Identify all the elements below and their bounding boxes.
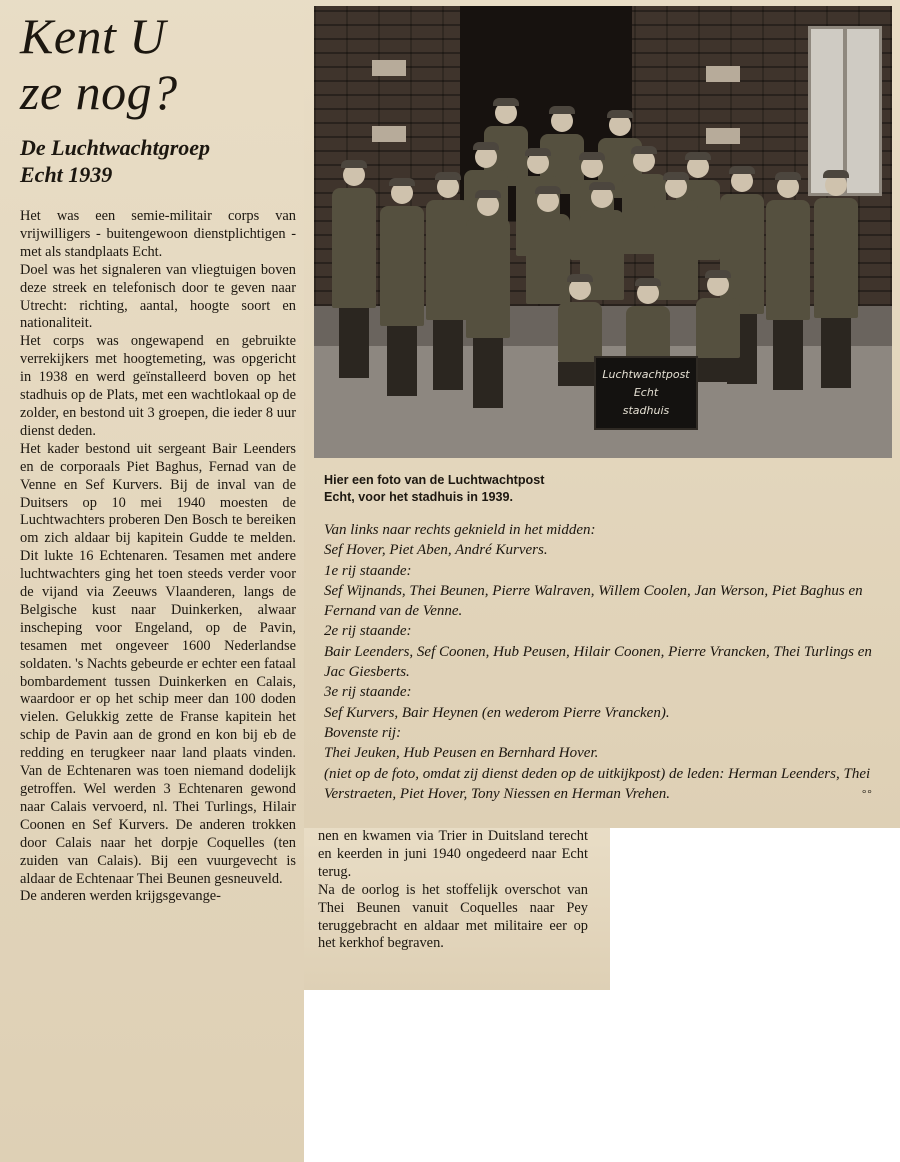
names-row1: Sef Wijnands, Thei Beunen, Pierre Walraven, Willem Coolen, Jan Werson, Piet Baghus en Fernand van de Venne.: [324, 582, 863, 620]
sign-line: Luchtwachtpost: [602, 368, 690, 381]
soldier: [380, 182, 424, 396]
headline-line-2: ze nog?: [20, 64, 178, 120]
wall-plaque: [706, 66, 740, 82]
wall-plaque: [706, 128, 740, 144]
article-column-1: [20, 208, 296, 906]
headline-line-1: Kent U: [20, 8, 167, 64]
wall-plaque: [372, 60, 406, 76]
names-kneeling: Sef Hover, Piet Aben, André Kurvers.: [324, 542, 548, 559]
group-photo: [314, 6, 892, 458]
subheadline-line-2: Echt 1939: [20, 162, 113, 187]
names-top-label: Bovenste rij:: [324, 724, 402, 741]
soldier: [332, 164, 376, 378]
names-row1-label: 1e rij staande:: [324, 562, 412, 579]
caption-line-2: Echt, voor het stadhuis in 1939.: [324, 490, 513, 504]
names-row2: Bair Leenders, Sef Coonen, Hub Peusen, Hilair Coonen, Pierre Vrancken, Thei Turlings en Jac Giesberts.: [324, 643, 872, 681]
article-column-2: [318, 828, 588, 953]
wall-plaque: [372, 126, 406, 142]
soldier-kneeling: [696, 274, 740, 382]
article-paragraph: Na de oorlog is het stoffelijk overschot van Thei Beunen vanuit Coquelles naar Pey teruggebracht en aldaar met militaire eer op het kerkhof begraven.: [318, 881, 588, 952]
names-absent: (niet op de foto, omdat zij dienst deden op de uitkijkpost) de leden: Herman Leenders, Thei Verstraeten, Piet Hover, Tony Niessen en Herman Vrehen.: [324, 765, 871, 802]
chalkboard-sign: [594, 356, 698, 430]
sign-line: stadhuis: [622, 404, 670, 417]
names-row2-label: 2e rij staande:: [324, 623, 412, 640]
end-mark: °°: [862, 788, 873, 800]
soldier: [766, 176, 810, 390]
article-paragraph: Het was een semie-militair corps van vrijwilligers - buitengewoon dienstplichtigen - met als standplaats Echt.: [20, 208, 296, 260]
soldier: [814, 174, 858, 388]
names-row3: Sef Kurvers, Bair Heynen (en wederom Pierre Vrancken).: [324, 704, 670, 721]
names-top: Thei Jeuken, Hub Peusen en Bernhard Hover.: [324, 745, 599, 762]
sign-line: Echt: [633, 386, 659, 399]
article-paragraph: Het corps was ongewapend en gebruikte verrekijkers met hoogtemeting, was opgericht in 1938 en werd geïnstalleerd boven op het stadhuis op de Plats, met een wachtlokaal op de zolder, en bestond uit 3 groepen, die ieder 8 uur dienst deden.: [20, 333, 296, 439]
photo-caption: [324, 472, 884, 506]
article-paragraph-break: De anderen werden krijgsgevange-: [20, 888, 221, 905]
names-list: [324, 520, 884, 804]
subheadline-line-1: De Luchtwachtgroep: [20, 135, 211, 160]
soldier: [466, 194, 510, 408]
soldier: [426, 176, 470, 390]
headline: [20, 8, 290, 120]
names-intro: Van links naar rechts geknield in het midden:: [324, 522, 596, 538]
article-paragraph: Doel was het signaleren van vliegtuigen boven deze streek en telefonisch door te geven naar Utrecht: richting, aantal, hoogte soort en nationaliteit.: [20, 261, 296, 332]
subheadline: [20, 134, 290, 188]
article-paragraph-continued: nen en kwamen via Trier in Duitsland terecht en keerden in juni 1940 ongedeerd naar Echt terug.: [318, 828, 588, 880]
names-row3-label: 3e rij staande:: [324, 684, 412, 701]
caption-line-1: Hier een foto van de Luchtwachtpost: [324, 473, 545, 487]
article-paragraph: Het kader bestond uit sergeant Bair Leenders en de corporaals Piet Baghus, Fernad van de Venne en Sef Kurvers. Bij de inval van de Duitsers op 10 mei 1940 moesten de Luchtwachters proberen Den Bosch te bereiken om zich aldaar bij kapitein Gudde te melden. Dit lukte 16 Echtenaren. Tesamen met andere luchtwachters ging het toen steeds verder voor de vijand via Zeeuws Vlaanderen, langs de Belgische kust naar Duinkerken, alwaar inscheping voor Engeland, op de Pavin, tesamen met ongeveer 1600 Nederlandse soldaten. 's Nachts gebeurde er echter een fataal bombardement tussen Duinkerken en Calais, waardoor er op het schip meer dan 100 doden vielen. Gelukkig zette de Franse kapitein het schip de Pavin aan de grond en kon bij eb de redding en terugkeer naar land plaats vinden. Van de Echtenaren was toen niemand dodelijk getroffen. Wel werden 3 Echtenaren gewond naar Calais vervoerd, nl. Thei Turlings, Hilair Coonen en Sef Kurvers. De anderen trokken door Calais naar het dorpje Coquelles (ten zuiden van Calais). Bij een vuurgevecht is aldaar de Echtenaar Thei Beunen gesneuveld.: [20, 440, 296, 887]
